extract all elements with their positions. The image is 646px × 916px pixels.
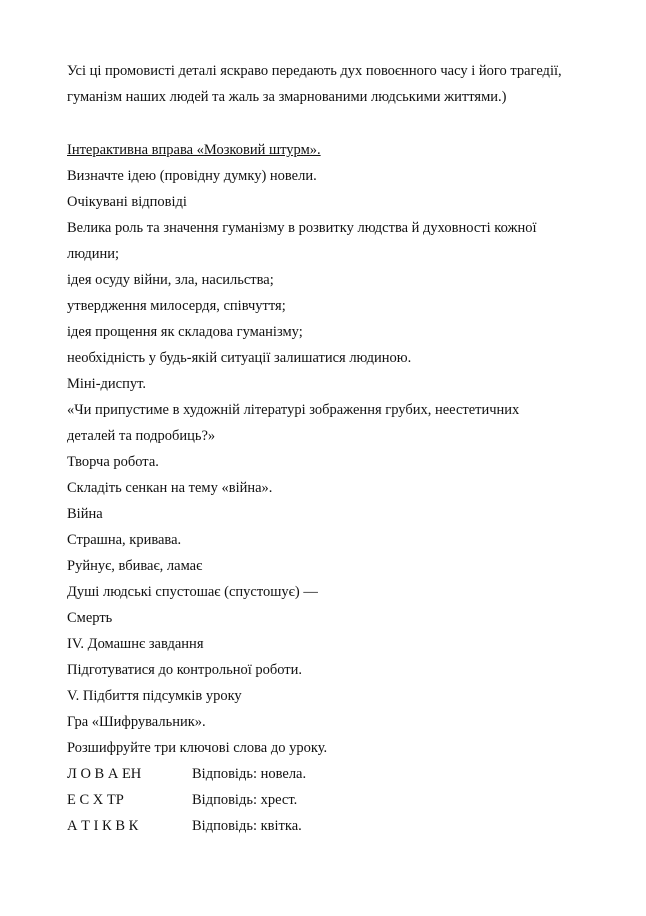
puzzle-answer: Відповідь: квітка. [192,818,302,834]
mini-debate-heading: Міні-диспут. [67,376,146,392]
answer-line-6: необхідність у будь-якій ситуації залишатися людиною. [67,350,412,366]
summary-heading: V. Підбиття підсумків уроку [67,688,242,704]
answer-line-5: ідея прощення як складова гуманізму; [67,324,303,340]
intro-line-2: гуманізм наших людей та жаль за змарнованими людськими життями.) [67,89,507,105]
game-task: Розшифруйте три ключові слова до уроку. [67,740,328,756]
expected-label: Очікувані відповіді [67,194,187,210]
answer-line-1: Велика роль та значення гуманізму в розвитку людства й духовності кожної [67,220,537,236]
puzzle-answer: Відповідь: новела. [192,766,307,782]
puzzle-letters: Л О В А ЕН [67,766,142,782]
intro-line-1: Усі ці промовисті деталі яскраво передають дух повоєнного часу і його трагедії, [67,63,562,79]
exercise-heading: Інтерактивна вправа «Мозковий штурм». [67,142,321,158]
homework-text: Підготуватися до контрольної роботи. [67,662,303,678]
creative-work-heading: Творча робота. [67,454,159,470]
debate-question-line-1: «Чи припустиме в художній літературі зображення грубих, неестетичних [67,402,520,418]
answer-line-3: ідея осуду війни, зла, насильства; [67,272,274,288]
answer-line-2: людини; [67,246,120,262]
cinquain-line-4: Душі людські спустошає (спустошує) — [67,584,318,600]
cinquain-line-2: Страшна, кривава. [67,532,182,548]
puzzle-letters: А Т І К В К [67,818,139,834]
game-title: Гра «Шифрувальник». [67,714,206,730]
cinquain-line-3: Руйнує, вбиває, ламає [67,558,203,574]
puzzle-letters: Е С Х ТР [67,792,124,808]
puzzle-answer: Відповідь: хрест. [192,792,298,808]
homework-heading: IV. Домашнє завдання [67,636,204,652]
cinquain-task: Складіть сенкан на тему «війна». [67,480,273,496]
task-line: Визначте ідею (провідну думку) новели. [67,168,317,184]
debate-question-line-2: деталей та подробиць?» [67,428,216,444]
cinquain-line-5: Смерть [67,610,113,626]
answer-line-4: утвердження милосердя, співчуття; [67,298,286,314]
cinquain-line-1: Війна [67,506,103,522]
